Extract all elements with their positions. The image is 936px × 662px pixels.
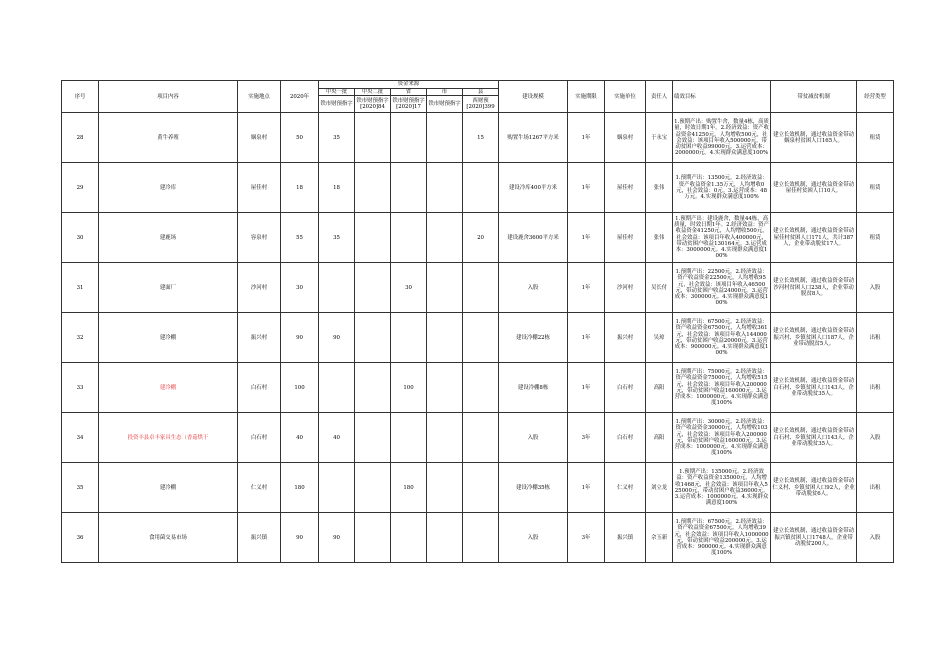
- table-row: [62, 313, 894, 363]
- cell-year: 30: [281, 263, 319, 313]
- table-row: [62, 463, 894, 513]
- header-location: 实施地点: [238, 81, 281, 113]
- cell-location: 振兴村: [238, 313, 281, 363]
- header-period: 实施期限: [568, 81, 605, 113]
- cell-mode: 出租: [857, 363, 894, 413]
- header-city-doc: 铁市财预指字: [427, 96, 463, 113]
- cell-central1: 40: [319, 413, 355, 463]
- cell-central2: [355, 163, 391, 213]
- cell-unit: 屋佳村: [605, 213, 646, 263]
- header-year: 2020年: [281, 81, 319, 113]
- cell-project: 建鹿场: [99, 213, 238, 263]
- header-unit: 实施单位: [605, 81, 646, 113]
- cell-location: 屋佳村: [238, 163, 281, 213]
- cell-project: 投资丰县卓丰家具生态（香菇烘干: [99, 413, 238, 463]
- cell-unit: 白石村: [605, 413, 646, 463]
- cell-county: [463, 313, 499, 363]
- cell-target: 1.预期产出：建设鹿舍，数量44栋，高质量，时效日期1年。2.经济效益：资产收益资金41250元，人均增收500元，社会效益：该项目年收入400000元，带动贫困户收益130164元。3.运营成本：3000000元。4.实现群众满意度100%: [673, 213, 771, 263]
- cell-central2: [355, 313, 391, 363]
- header-seq: 序号: [62, 81, 99, 113]
- header-central1: 中央一批: [319, 89, 355, 96]
- table-row: [62, 263, 894, 313]
- cell-central2: [355, 513, 391, 563]
- cell-year: 90: [281, 513, 319, 563]
- cell-project: 黄牛养殖: [99, 113, 238, 163]
- cell-province: 30: [391, 263, 427, 313]
- cell-central1: 18: [319, 163, 355, 213]
- cell-central2: [355, 363, 391, 413]
- cell-location: 姻泉村: [238, 113, 281, 163]
- cell-year: 180: [281, 463, 319, 513]
- cell-project: 食用菌交易市场: [99, 513, 238, 563]
- cell-scale: 入股: [499, 263, 568, 313]
- header-funding: 资金来源: [319, 81, 499, 89]
- cell-target: 1.预期产出：135000元。2.经济效益：资产收益资金135000元，人均增收1468元，社会效益：该项目年收入525000元，带动贫困户收益36000元。3.运营成本：1000000元。4.实现群众满意度100%: [673, 463, 771, 513]
- cell-location: 白石村: [238, 413, 281, 463]
- cell-seq: 32: [62, 313, 99, 363]
- cell-county: [463, 413, 499, 463]
- cell-central2: [355, 113, 391, 163]
- cell-scale: 入股: [499, 513, 568, 563]
- cell-province: [391, 213, 427, 263]
- cell-project: 建冷棚: [99, 363, 238, 413]
- cell-city: [427, 513, 463, 563]
- cell-period: 1年: [568, 113, 605, 163]
- cell-period: 1年: [568, 363, 605, 413]
- cell-scale: 建设冷棚22栋: [499, 313, 568, 363]
- cell-seq: 29: [62, 163, 99, 213]
- cell-county: [463, 163, 499, 213]
- cell-central2: [355, 463, 391, 513]
- cell-year: 50: [281, 113, 319, 163]
- table-row: [62, 363, 894, 413]
- cell-target: 1.预期产出：30000元。2.经济效益：资产收益资金30000元，人均增收103元，社会效益：该项目年收入200000元，带动贫困户收益160000元。3.运营成本：1000000元。4.实现群众满意度100%: [673, 413, 771, 463]
- cell-period: 1年: [568, 463, 605, 513]
- header-mechanism: 带贫减贫机制: [771, 81, 857, 113]
- cell-mode: 租赁: [857, 113, 894, 163]
- cell-unit: 白石村: [605, 363, 646, 413]
- cell-province: [391, 163, 427, 213]
- cell-city: [427, 413, 463, 463]
- cell-target: 1.预期产出：67500元。2.经济效益：资产收益资金67500元，人均增收39元，社会效益：该项目年收入1000000元，带动贫困户收益200000元。3.运营成本：900000元。4.实现群众满意度100%: [673, 513, 771, 563]
- cell-person: 佘玉新: [646, 513, 673, 563]
- cell-target: 1.预期产出：67500元。2.经济效益：资产收益资金67500元，人均增收361元，社会效益：该项目年收入144000元，带动贫困户收益20000元。3.运营成本：900000元。4.实现群众满意度100%: [673, 313, 771, 363]
- cell-location: 仁义村: [238, 463, 281, 513]
- cell-unit: 屋佳村: [605, 163, 646, 213]
- cell-province: [391, 113, 427, 163]
- cell-central1: 90: [319, 513, 355, 563]
- header-mode: 经营类型: [857, 81, 894, 113]
- header-scale: 建设规模: [499, 81, 568, 113]
- cell-province: [391, 513, 427, 563]
- cell-county: [463, 463, 499, 513]
- header-province: 省: [391, 89, 427, 96]
- table-row: [62, 413, 894, 463]
- cell-period: 3年: [568, 413, 605, 463]
- cell-mode: 租赁: [857, 163, 894, 213]
- cell-unit: 仁义村: [605, 463, 646, 513]
- cell-mode: 入股: [857, 263, 894, 313]
- cell-project: 建冷棚: [99, 463, 238, 513]
- project-table: [61, 80, 894, 563]
- cell-mechanism: 建立长效机制，通过收益资金带动沙河村贫困人口238人，企业带动脱贫8人。: [771, 263, 857, 313]
- cell-scale: 建设冷棚35栋: [499, 463, 568, 513]
- cell-central1: [319, 463, 355, 513]
- cell-year: 90: [281, 313, 319, 363]
- cell-scale: 建设冷库400平方米: [499, 163, 568, 213]
- cell-location: 白石村: [238, 363, 281, 413]
- table-row: [62, 213, 894, 263]
- cell-city: [427, 463, 463, 513]
- cell-seq: 34: [62, 413, 99, 463]
- cell-mechanism: 建立长效机制，通过收益资金带动白石村、乡镇贫困人口143人，企业带动脱贫35人。: [771, 363, 857, 413]
- cell-mechanism: 建立长效机制，通过收益资金带动屋佳村贫困人口10人。: [771, 163, 857, 213]
- cell-seq: 28: [62, 113, 99, 163]
- cell-person: 吴琼: [646, 313, 673, 363]
- cell-period: 1年: [568, 263, 605, 313]
- cell-project: 建冷棚: [99, 313, 238, 363]
- cell-project: 建冷库: [99, 163, 238, 213]
- cell-unit: 姻泉村: [605, 113, 646, 163]
- cell-location: 振兴镇: [238, 513, 281, 563]
- header-central2-doc: 铁市财预指字[2020]84: [355, 96, 391, 113]
- cell-central2: [355, 413, 391, 463]
- cell-mode: 出租: [857, 463, 894, 513]
- cell-mode: 出租: [857, 313, 894, 363]
- cell-province: [391, 313, 427, 363]
- header-county: 县: [463, 89, 499, 96]
- cell-scale: 购置牛场1267平方米: [499, 113, 568, 163]
- cell-central1: 90: [319, 313, 355, 363]
- cell-person: 张伟: [646, 163, 673, 213]
- cell-city: [427, 113, 463, 163]
- cell-city: [427, 163, 463, 213]
- header-city: 市: [427, 89, 463, 96]
- cell-unit: 沙河村: [605, 263, 646, 313]
- table-row: [62, 113, 894, 163]
- header-province-doc: 铁市财预指字[2020]17: [391, 96, 427, 113]
- cell-project: 建面厂: [99, 263, 238, 313]
- cell-unit: 振兴镇: [605, 513, 646, 563]
- cell-year: 18: [281, 163, 319, 213]
- cell-city: [427, 263, 463, 313]
- cell-central2: [355, 263, 391, 313]
- cell-county: 20: [463, 213, 499, 263]
- cell-person: 张伟: [646, 213, 673, 263]
- cell-county: [463, 363, 499, 413]
- cell-seq: 30: [62, 213, 99, 263]
- cell-seq: 35: [62, 463, 99, 513]
- cell-person: 高阳: [646, 413, 673, 463]
- cell-central1: 35: [319, 213, 355, 263]
- cell-scale: 入股: [499, 413, 568, 463]
- cell-county: [463, 263, 499, 313]
- cell-central1: 35: [319, 113, 355, 163]
- cell-target: 1.预期产出：75000元。2.经济效益：资产收益资金75000元，人均增收515元，社会效益：该项目年收入200000元，带动贫困户收益160000元。3.运营成本：1000000元。4.实现群众满意度100%: [673, 363, 771, 413]
- cell-year: 40: [281, 413, 319, 463]
- cell-period: 1年: [568, 163, 605, 213]
- cell-province: 100: [391, 363, 427, 413]
- cell-mechanism: 建立长效机制，通过收益资金带动振兴镇贫困人口1748人，企业带动脱贫200人。: [771, 513, 857, 563]
- cell-period: 3年: [568, 513, 605, 563]
- cell-period: 1年: [568, 213, 605, 263]
- cell-seq: 33: [62, 363, 99, 413]
- cell-unit: 振兴村: [605, 313, 646, 363]
- cell-mechanism: 建立长效机制，通过收益资金带动仁义村、乡镇贫困人口92人，企业带动脱贫6人。: [771, 463, 857, 513]
- cell-seq: 36: [62, 513, 99, 563]
- cell-central1: [319, 363, 355, 413]
- cell-mode: 入股: [857, 413, 894, 463]
- cell-mode: 入股: [857, 513, 894, 563]
- cell-person: 吴长付: [646, 263, 673, 313]
- header-county-doc: 西财预[2020]399: [463, 96, 499, 113]
- header-target: 绩效目标: [673, 81, 771, 113]
- cell-person: 刘立龙: [646, 463, 673, 513]
- cell-mechanism: 建立长效机制，通过收益资金带动姻泉村贫困人口165人。: [771, 113, 857, 163]
- cell-person: 于永宝: [646, 113, 673, 163]
- cell-seq: 31: [62, 263, 99, 313]
- header-central1-doc: 铁市财预指字: [319, 96, 355, 113]
- cell-year: 100: [281, 363, 319, 413]
- header-project: 项目内容: [99, 81, 238, 113]
- cell-period: 1年: [568, 313, 605, 363]
- header-central2: 中央二批: [355, 89, 391, 96]
- cell-province: 180: [391, 463, 427, 513]
- cell-city: [427, 313, 463, 363]
- cell-mechanism: 建立长效机制，通过收益资金带动白石村、乡镇贫困人口143人，企业带动脱贫35人。: [771, 413, 857, 463]
- cell-central1: [319, 263, 355, 313]
- cell-mode: 租赁: [857, 213, 894, 263]
- header-person: 责任人: [646, 81, 673, 113]
- cell-location: 沙河村: [238, 263, 281, 313]
- cell-mechanism: 建立长效机制，通过收益资金带动屋佳村贫困人口171人，共计387人，企业带动脱贫17人。: [771, 213, 857, 263]
- cell-location: 容泉村: [238, 213, 281, 263]
- cell-scale: 建设鹿舍3600平方米: [499, 213, 568, 263]
- cell-mechanism: 建立长效机制，通过收益资金带动振兴村、乡镇贫困人口187人，企业带动脱贫5人。: [771, 313, 857, 363]
- cell-county: [463, 513, 499, 563]
- cell-person: 高阳: [646, 363, 673, 413]
- cell-central2: [355, 213, 391, 263]
- cell-city: [427, 213, 463, 263]
- cell-target: 1.预期产出：购置牛舍，数量4栋，高质量，时效日期1年。2.经济效益：资产收益资金41250元，人均增收500元，社会效益：该项目年收入500000元，带动贫困户收益99000元。3.运营成本：2000000元。4.实现群众满意度100%: [673, 113, 771, 163]
- cell-target: 1.预期产出：13500元。2.经济效益：资产收益资金1.35万元，人均增收0元，社会效益：0元。3.运营成本：48万元。4.实现群众满意度100%: [673, 163, 771, 213]
- table-row: [62, 513, 894, 563]
- cell-target: 1.预期产出：22500元。2.经济效益：资产收益资金22500元，人均增收95元，社会效益：该项目年收入46500元，带动贫困户收益24000元。3.运营成本：300000元。4.实现群众满意度100%: [673, 263, 771, 313]
- cell-year: 55: [281, 213, 319, 263]
- cell-city: [427, 363, 463, 413]
- cell-province: [391, 413, 427, 463]
- cell-county: 15: [463, 113, 499, 163]
- cell-scale: 建设冷棚8栋: [499, 363, 568, 413]
- table-row: [62, 163, 894, 213]
